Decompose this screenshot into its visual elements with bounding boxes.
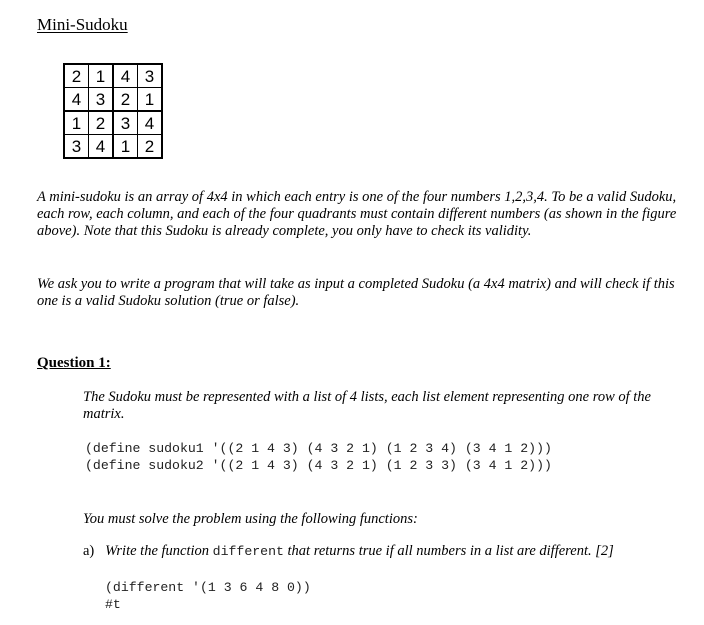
grid-cell: 2 xyxy=(64,64,89,88)
grid-cell: 1 xyxy=(113,135,138,159)
grid-cell: 3 xyxy=(89,88,114,112)
example-line: (different '(1 3 6 4 8 0)) xyxy=(105,580,311,595)
grid-cell: 2 xyxy=(138,135,163,159)
sudoku-grid xyxy=(63,63,163,159)
task-paragraph: We ask you to write a program that will take as input a completed Sudoku (a 4x4 matrix) and will check if this one is a valid Sudoku solution (true or false). xyxy=(37,276,675,309)
function-name: different xyxy=(212,544,284,559)
grid-cell: 4 xyxy=(89,135,114,159)
grid-cell: 3 xyxy=(64,135,89,159)
grid-cell: 1 xyxy=(64,111,89,135)
document-title: Mini-Sudoku xyxy=(37,15,128,34)
code-line: (define sudoku2 '((2 1 4 3) (4 3 2 1) (1 2 3 3) (3 4 1 2))) xyxy=(85,458,552,473)
question-heading: Question 1: xyxy=(37,355,111,371)
grid-cell: 3 xyxy=(138,64,163,88)
item-prefix: Write the function xyxy=(105,543,210,559)
question-item-a xyxy=(83,543,614,560)
grid-cell: 1 xyxy=(138,88,163,112)
item-suffix: that returns true if all numbers in a list are different. [2] xyxy=(287,543,614,559)
intro-paragraph: A mini-sudoku is an array of 4x4 in which each entry is one of the four numbers 1,2,3,4. To be a valid Sudoku, each row, each column, and each of the four quadrants must contain different numbers (as shown in the figure above). Note that this Sudoku is already complete, you only have to check its validity. xyxy=(37,189,677,239)
grid-cell: 2 xyxy=(89,111,114,135)
grid-cell: 2 xyxy=(113,88,138,112)
code-line: (define sudoku1 '((2 1 4 3) (4 3 2 1) (1 2 3 4) (3 4 1 2))) xyxy=(85,441,552,456)
item-marker: a) xyxy=(83,543,95,559)
example-line: #t xyxy=(105,597,121,612)
grid-cell: 4 xyxy=(113,64,138,88)
grid-cell: 4 xyxy=(138,111,163,135)
grid-cell: 4 xyxy=(64,88,89,112)
grid-cell: 3 xyxy=(113,111,138,135)
functions-intro: You must solve the problem using the following functions: xyxy=(83,511,418,527)
grid-cell: 1 xyxy=(89,64,114,88)
question-text: The Sudoku must be represented with a list of 4 lists, each list element representing one row of the matrix. xyxy=(83,389,651,422)
